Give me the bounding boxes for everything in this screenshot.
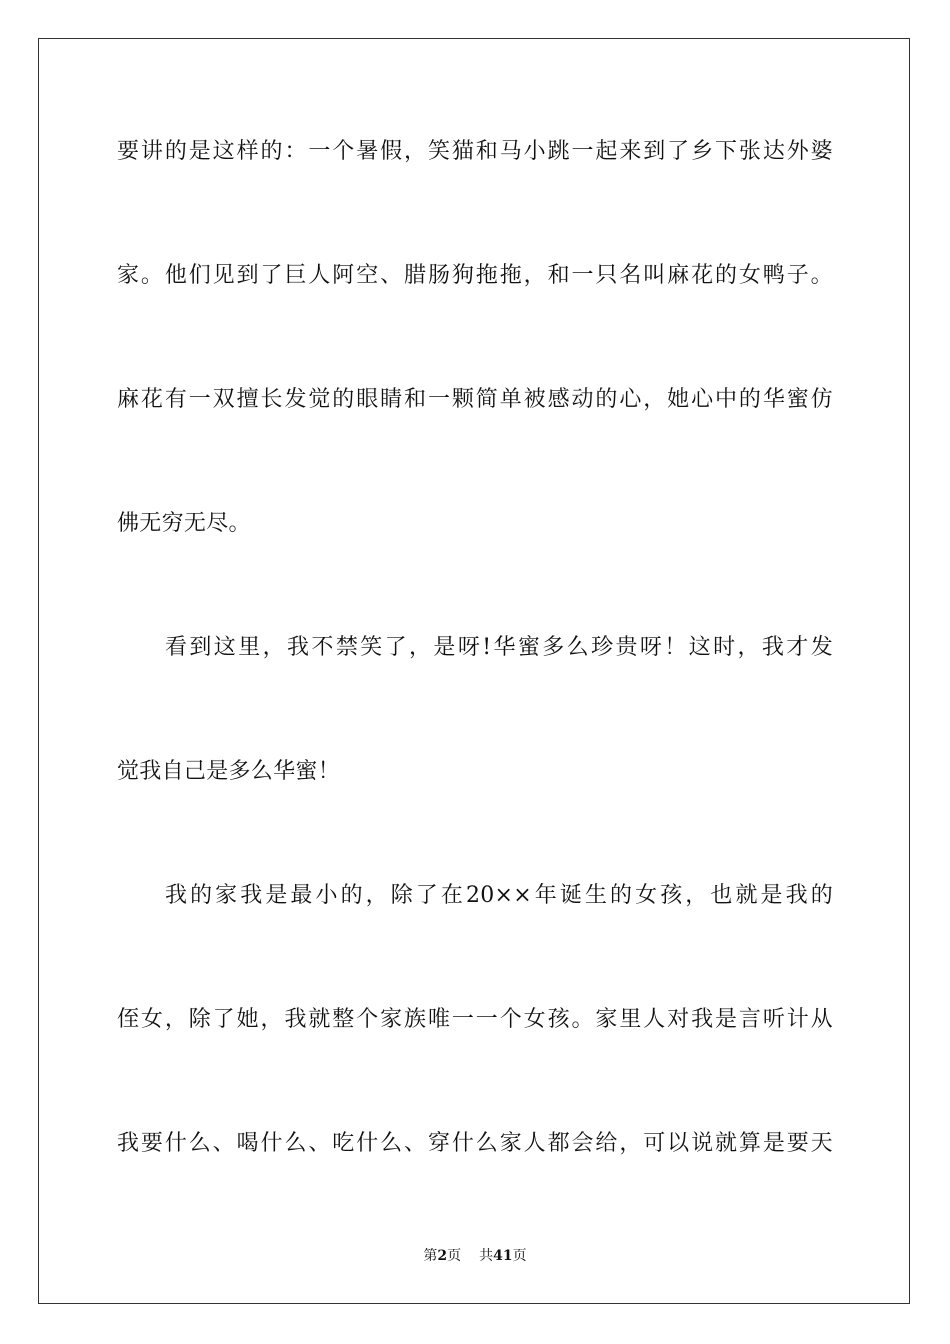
body-line-3: 麻花有一双擅长发觉的眼睛和一颗简单被感动的心，她心中的华蜜仿 (117, 387, 833, 412)
body-line-8: 侄女，除了她，我就整个家族唯一一个女孩。家里人对我是言听计从 (117, 1007, 833, 1032)
body-line-4: 佛无穷无尽。 (117, 511, 251, 536)
footer-page-prefix: 第 (423, 1248, 438, 1264)
body-line-6: 觉我自己是多么华蜜！ (117, 759, 341, 784)
body-line-2: 家。他们见到了巨人阿空、腊肠狗拖拖，和一只名叫麻花的女鸭子。 (117, 263, 833, 288)
body-line-9: 我要什么、喝什么、吃什么、穿什么家人都会给，可以说就算是要天 (117, 1131, 833, 1156)
footer-page-number: 2 (437, 1248, 448, 1264)
body-line-5: 看到这里，我不禁笑了，是呀!华蜜多么珍贵呀！这时，我才发 (165, 635, 833, 660)
footer-page-suffix: 页 (447, 1248, 462, 1264)
body-line-7: 我的家我是最小的，除了在20××年诞生的女孩，也就是我的 (165, 883, 833, 908)
footer-total-prefix: 共 (479, 1248, 494, 1264)
page-border (38, 38, 910, 1304)
page-footer (0, 1246, 950, 1266)
body-line-1: 要讲的是这样的：一个暑假，笑猫和马小跳一起来到了乡下张达外婆 (117, 139, 833, 164)
footer-total-pages: 41 (493, 1248, 513, 1264)
footer-total-suffix: 页 (512, 1248, 527, 1264)
